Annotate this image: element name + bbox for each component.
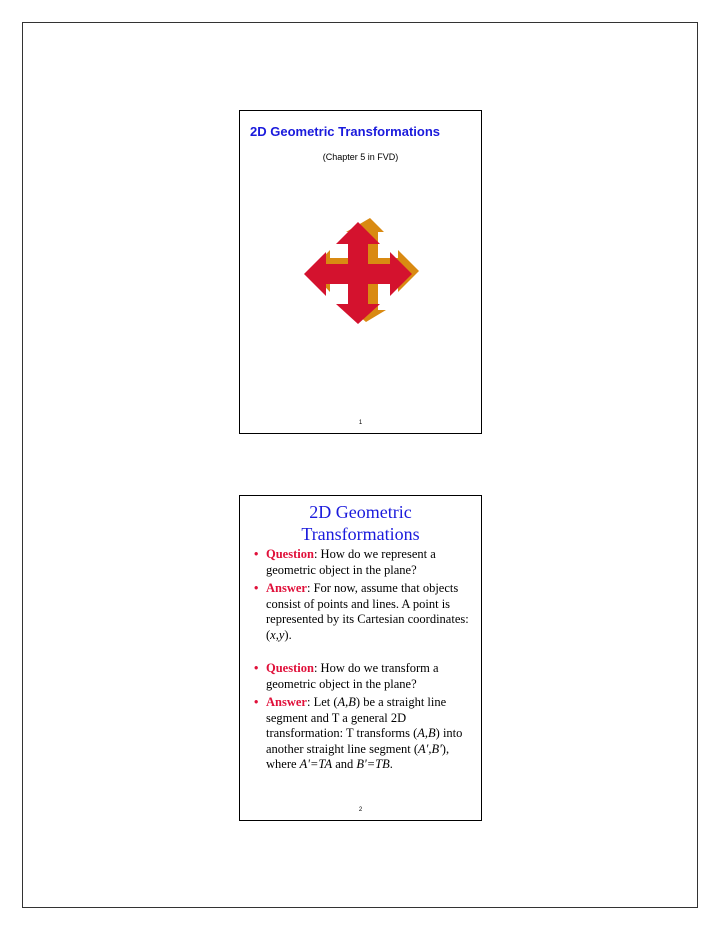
slide-2-page-number: 2 bbox=[358, 807, 363, 813]
bullet-icon: • bbox=[254, 695, 259, 709]
arrow-face bbox=[304, 222, 412, 324]
slide-1-page-number: 1 bbox=[358, 420, 363, 426]
bullet-text: and bbox=[332, 757, 357, 771]
slide-1-title: 2D Geometric Transformations bbox=[250, 124, 440, 139]
bullet-text: : How do we transform a geometric object in the plane? bbox=[266, 661, 439, 691]
bullet-keyword: Answer bbox=[266, 695, 307, 709]
bullet-keyword: Answer bbox=[266, 581, 307, 595]
bullet-math: A'=TA bbox=[299, 757, 333, 771]
bullet-keyword: Question bbox=[266, 547, 314, 561]
bullet-icon: • bbox=[254, 661, 259, 675]
slide-2-title bbox=[240, 501, 481, 545]
four-way-arrow-icon bbox=[302, 216, 422, 324]
bullet-text: ) be a straight line segment and T a general 2D transformation: T transforms ( bbox=[266, 695, 447, 740]
list-item bbox=[254, 661, 476, 692]
bullet-text: . bbox=[389, 757, 393, 771]
bullet-math: A',B' bbox=[418, 741, 442, 756]
slide-1 bbox=[239, 110, 482, 434]
bullet-icon: • bbox=[254, 547, 259, 561]
list-item bbox=[254, 547, 476, 578]
bullet-list bbox=[254, 547, 476, 776]
bullet-math: x,y bbox=[270, 627, 285, 642]
bullet-text: : For now, assume that objects consist of points and lines. A point is represented by its Cartesian coordinates: ( bbox=[266, 581, 469, 642]
bullet-keyword: Question bbox=[266, 661, 314, 675]
bullet-text: : How do we represent a geometric object in the plane? bbox=[266, 547, 436, 577]
list-item bbox=[254, 695, 476, 773]
bullet-text: : Let ( bbox=[306, 695, 338, 709]
list-item bbox=[254, 581, 476, 643]
bullet-text: ), where bbox=[266, 741, 450, 771]
slide-2 bbox=[239, 495, 482, 821]
bullet-icon: • bbox=[254, 581, 259, 595]
bullet-math: A,B bbox=[337, 695, 356, 709]
bullet-text: ). bbox=[284, 627, 292, 642]
slide-2-title-line-1: 2D Geometric bbox=[309, 502, 412, 522]
bullet-text: ) into another straight line segment ( bbox=[266, 726, 463, 756]
bullet-math: B'=TB bbox=[356, 757, 390, 771]
slide-2-title-line-2: Transformations bbox=[301, 524, 420, 544]
bullet-math: A,B bbox=[417, 726, 436, 740]
slide-1-subtitle: (Chapter 5 in FVD) bbox=[322, 152, 399, 162]
